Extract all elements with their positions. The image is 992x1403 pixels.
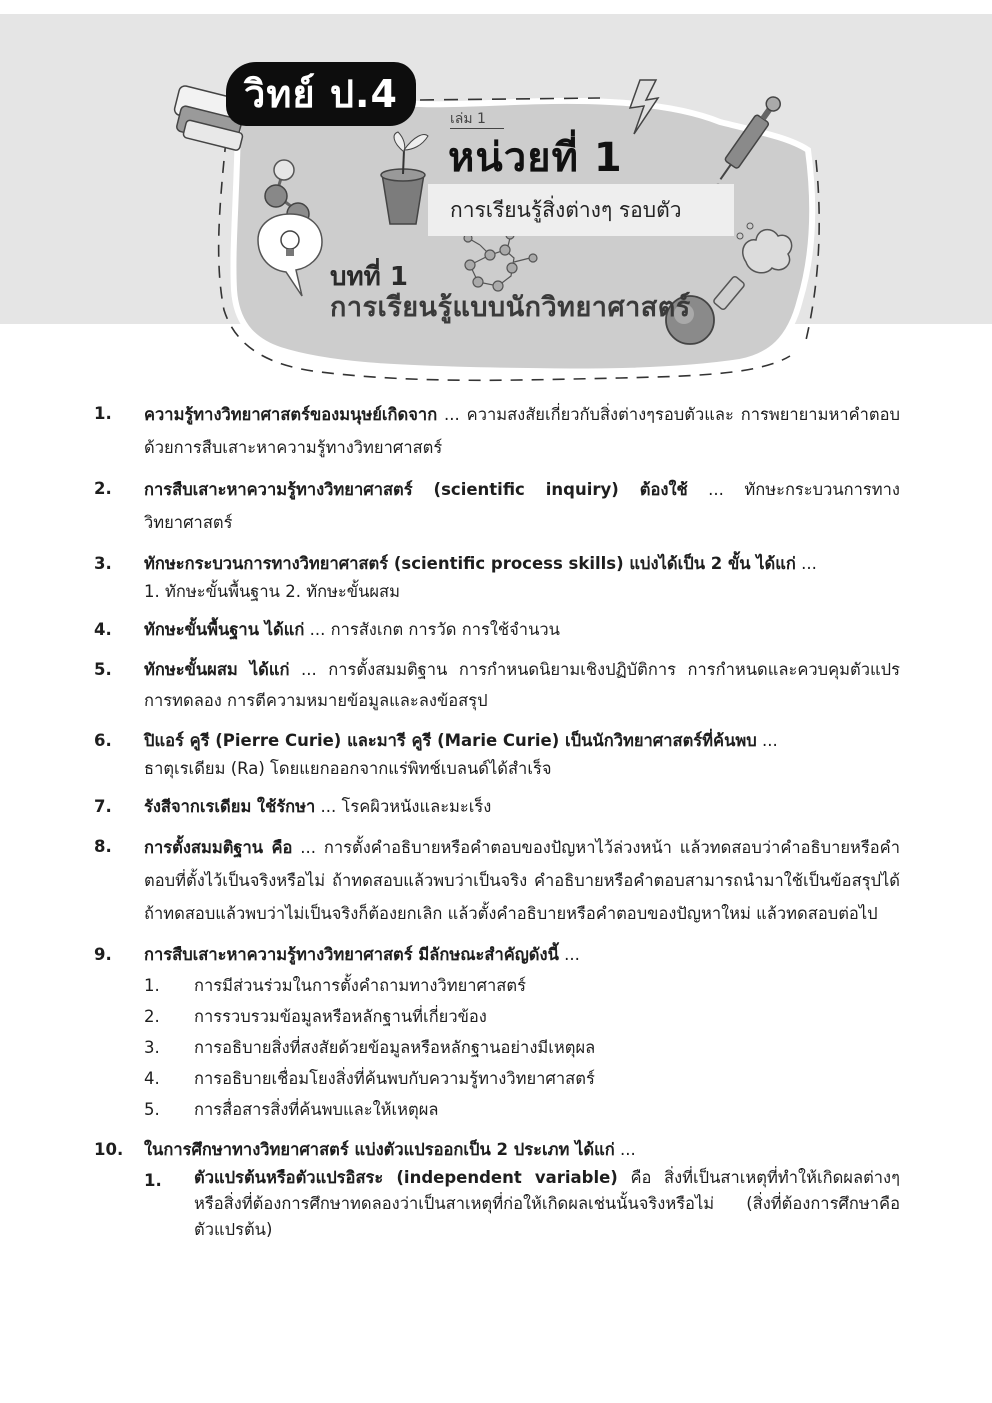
list-item-6 <box>94 725 900 782</box>
list-item-1 <box>94 398 900 464</box>
list-item-8 <box>94 831 900 930</box>
item-heading: รังสีจากเรเดียม ใช้รักษา <box>144 797 316 816</box>
list-item-10 <box>94 1134 900 1243</box>
item-heading: การสืบเสาะหาความรู้ทางวิทยาศาสตร์ (scientific inquiry) ต้องใช้ <box>144 480 688 499</box>
item-heading: การสืบเสาะหาความรู้ทางวิทยาศาสตร์ มีลักษณะสำคัญดังนี้ <box>144 945 559 964</box>
sub-item-number: 5. <box>144 1100 160 1119</box>
item-answer-line: 1. ทักษะขั้นพื้นฐาน 2. ทักษะขั้นผสม <box>144 582 400 601</box>
sub-item-text: การสื่อสารสิ่งที่ค้นพบและให้เหตุผล <box>194 1100 439 1119</box>
sub-item-number: 2. <box>144 1007 160 1026</box>
list-item-3 <box>94 548 900 605</box>
unit-title: หน่วยที่ 1 <box>448 135 623 181</box>
sub-item-9-5 <box>144 1094 900 1125</box>
list-item-9 <box>94 939 900 1125</box>
sub-item-text: การอธิบายเชื่อมโยงสิ่งที่ค้นพบกับความรู้ทางวิทยาศาสตร์ <box>194 1069 595 1088</box>
sub-item-heading: ตัวแปรต้นหรือตัวแปรอิสระ (independent variable) <box>194 1168 618 1187</box>
sub-item-text: การรวบรวมข้อมูลหรือหลักฐานที่เกี่ยวข้อง <box>194 1007 487 1026</box>
unit-subtitle: การเรียนรู้สิ่งต่างๆ รอบตัว <box>450 198 682 222</box>
item-answer: ... <box>795 554 817 573</box>
item-heading: ทักษะขั้นผสม ได้แก่ <box>144 660 290 679</box>
sub-item-9-4 <box>144 1063 900 1094</box>
item-number: 1. <box>94 404 112 423</box>
item-heading: ทักษะกระบวนการทางวิทยาศาสตร์ (scientific process skills) แบ่งได้เป็น 2 ขั้น ได้แก่ <box>144 554 796 573</box>
item-number: 10. <box>94 1140 124 1159</box>
sub-item-number: 4. <box>144 1069 160 1088</box>
list-item-4 <box>94 614 900 645</box>
summary-list <box>94 398 900 1252</box>
sub-item-text: การอธิบายสิ่งที่สงสัยด้วยข้อมูลหรือหลักฐานอย่างมีเหตุผล <box>194 1038 596 1057</box>
sub-item-9-3 <box>144 1032 900 1063</box>
sub-item-text: การมีส่วนร่วมในการตั้งคำถามทางวิทยาศาสตร์ <box>194 976 526 995</box>
item-answer: ... <box>558 945 580 964</box>
list-item-7 <box>94 791 900 822</box>
item-text <box>144 1134 900 1165</box>
sub-item-text <box>194 1165 900 1243</box>
item-heading: การตั้งสมมติฐาน คือ <box>144 838 293 857</box>
item-number: 8. <box>94 837 112 856</box>
item-text <box>144 548 900 579</box>
chapter-label: บทที่ 1 <box>330 262 408 292</box>
item-text <box>144 654 900 716</box>
item-heading: ในการศึกษาทางวิทยาศาสตร์ แบ่งตัวแปรออกเป็น 2 ประเภท ได้แก่ <box>144 1140 615 1159</box>
item-answer: ... <box>614 1140 636 1159</box>
item-number: 5. <box>94 660 112 679</box>
item-answer: ... <box>756 731 778 750</box>
sub-item-answer: คือ สิ่งที่เป็นสาเหตุที่ทำให้เกิดผลต่างๆ หรือสิ่งที่ต้องการศึกษาทดลองว่าเป็นสาเหตุที่ก่อให้เกิดผลเช่นนั้นจริงหรือไม่ (สิ่งที่ต้องการศึกษาคือ ตัวแปรต้น) <box>194 1168 900 1239</box>
item-answer: ... การสังเกต การวัด การใช้จำนวน <box>304 620 560 639</box>
item-number: 9. <box>94 945 112 964</box>
item-number: 6. <box>94 731 112 750</box>
list-item-2 <box>94 473 900 539</box>
item-text <box>144 831 900 930</box>
item-answer-line: ธาตุเรเดียม (Ra) โดยแยกออกจากแร่พิทช์เบลนด์ได้สำเร็จ <box>144 759 552 778</box>
item-answer: ... การตั้งคำอธิบายหรือคำตอบของปัญหาไว้ล่วงหน้า แล้วทดสอบว่าคำอธิบายหรือคำตอบที่ตั้งไว้เป็นจริงหรือไม่ ถ้าทดสอบแล้วพบว่าเป็นจริง คำอธิบายหรือคำตอบสามารถนำมาใช้เป็นข้อสรุปได้ ถ้าทดสอบแล้วพบว่าไม่เป็นจริงก็ต้องยกเลิก แล้วตั้งคำอธิบายหรือคำตอบของปัญหาใหม่ แล้วทดสอบต่อไป <box>144 838 900 923</box>
sub-item-9-2 <box>144 1001 900 1032</box>
item-answer: ... การตั้งสมมติฐาน การกำหนดนิยามเชิงปฏิบัติการ การกำหนดและควบคุมตัวแปร การทดลอง การตีความหมายข้อมูลและลงข้อสรุป <box>144 660 900 710</box>
series-badge: วิทย์ ป.4 <box>226 62 416 126</box>
item-text <box>144 398 900 464</box>
sub-item-10-1 <box>144 1165 900 1243</box>
sub-item-9-1 <box>144 970 900 1001</box>
volume-label: เล่ม 1 <box>450 110 504 129</box>
item-heading: ปิแอร์ คูรี (Pierre Curie) และมารี คูรี (Marie Curie) เป็นนักวิทยาศาสตร์ที่ค้นพบ <box>144 731 757 750</box>
item-number: 7. <box>94 797 112 816</box>
item-text <box>144 791 900 822</box>
item-text <box>144 473 900 539</box>
item-heading: ความรู้ทางวิทยาศาสตร์ของมนุษย์เกิดจาก <box>144 405 438 424</box>
item-text <box>144 725 900 756</box>
item-text <box>144 939 900 970</box>
chapter-title: การเรียนรู้แบบนักวิทยาศาสตร์ <box>330 292 691 323</box>
item-number: 4. <box>94 620 112 639</box>
item-answer: ... ทักษะกระบวนการทางวิทยาศาสตร์ <box>144 480 900 532</box>
sub-item-number: 1. <box>144 976 160 995</box>
item-heading: ทักษะขั้นพื้นฐาน ได้แก่ <box>144 620 305 639</box>
item-answer: ... ความสงสัยเกี่ยวกับสิ่งต่างๆรอบตัวและ การพยายามหาคำตอบ ด้วยการสืบเสาะหาความรู้ทางวิทยาศาสตร์ <box>144 405 900 457</box>
item-number: 3. <box>94 554 112 573</box>
sub-item-number: 1. <box>144 1171 162 1190</box>
list-item-5 <box>94 654 900 716</box>
item-text <box>144 614 900 645</box>
item-answer: ... โรคผิวหนังและมะเร็ง <box>315 797 492 816</box>
item-number: 2. <box>94 479 112 498</box>
sub-item-number: 3. <box>144 1038 160 1057</box>
